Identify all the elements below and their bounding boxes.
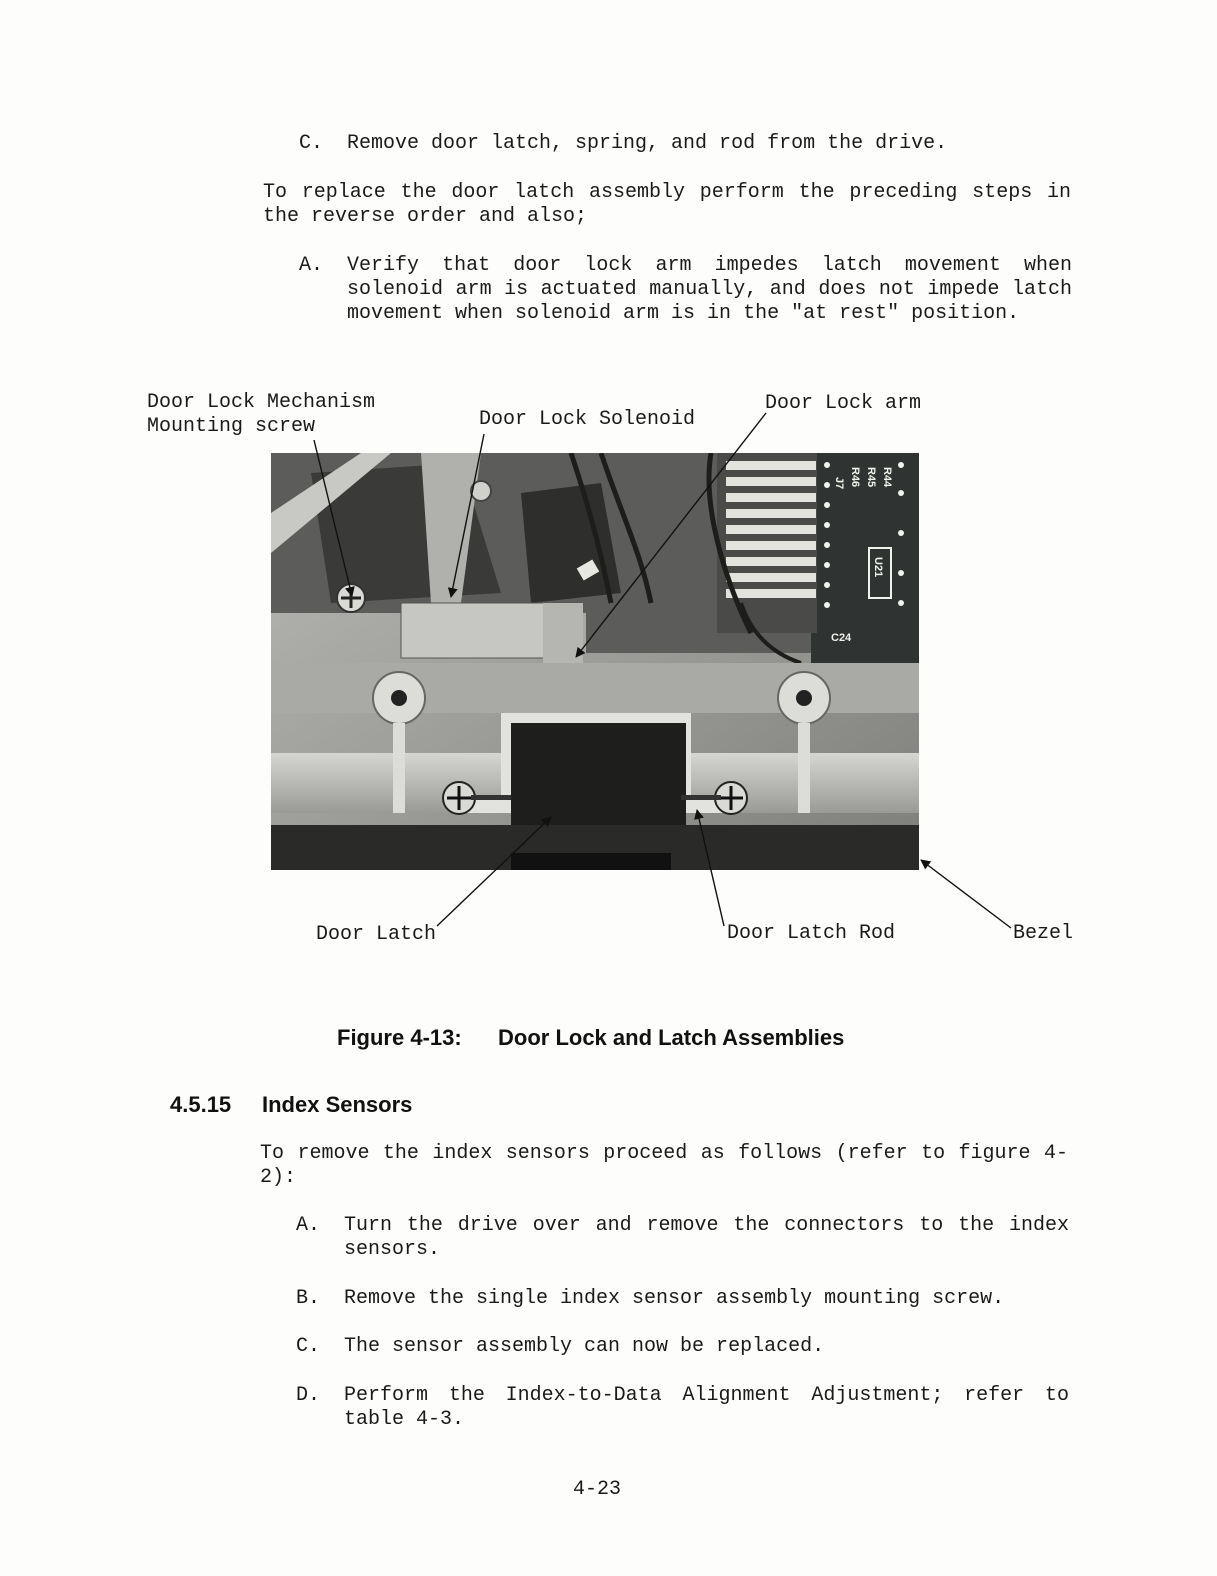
label-door-latch-rod: Door Latch Rod: [727, 922, 896, 945]
step-text: Turn the drive over and remove the connectors to the index sensors.: [344, 1214, 1069, 1261]
step-letter: C.: [299, 132, 324, 155]
pcb-mark-r44: R44: [881, 467, 893, 488]
step-letter: A.: [299, 254, 324, 277]
section-number: 4.5.15: [170, 1092, 232, 1117]
leader-bezel: [921, 860, 1011, 928]
figure-caption-title: Door Lock and Latch Assemblies: [498, 1025, 845, 1050]
pcb-mark-j7: J7: [833, 477, 845, 490]
label-door-lock-arm: Door Lock arm: [765, 392, 922, 415]
step-text: Verify that door lock arm impedes latch movement when solenoid arm is actuated manually, and does not impede latch movement when solenoid arm is in the "at rest" position.: [347, 254, 1072, 325]
ribbon-cable: [726, 461, 816, 598]
label-mounting-screw-line1: Door Lock Mechanism: [147, 391, 376, 414]
step-text: Remove the single index sensor assembly mounting screw.: [344, 1287, 1005, 1310]
label-door-latch: Door Latch: [316, 923, 437, 946]
section-intro-paragraph: To remove the index sensors proceed as follows (refer to figure 4-2):: [260, 1142, 1068, 1189]
pcb-mark-c24: C24: [831, 632, 852, 644]
figure-photo: [271, 453, 919, 870]
pcb-mark-r46: R46: [849, 467, 861, 488]
label-door-lock-solenoid: Door Lock Solenoid: [479, 408, 696, 431]
step-letter: A.: [296, 1214, 321, 1237]
pcb-mark-u21: U21: [872, 557, 884, 578]
label-bezel: Bezel: [1013, 922, 1074, 945]
step-letter: B.: [296, 1287, 321, 1310]
pcb-mark-r45: R45: [865, 467, 877, 488]
step-text: Perform the Index-to-Data Alignment Adjustment; refer to table 4-3.: [344, 1384, 1069, 1431]
step-letter: C.: [296, 1335, 321, 1358]
page-number: 4-23: [573, 1478, 622, 1501]
step-text: Remove door latch, spring, and rod from the drive.: [347, 132, 948, 155]
label-mounting-screw-line2: Mounting screw: [147, 415, 316, 438]
replace-intro-paragraph: To replace the door latch assembly perform the preceding steps in the reverse order and also;: [263, 181, 1071, 228]
figure-caption-number: Figure 4-13:: [337, 1025, 462, 1050]
section-title: Index Sensors: [262, 1092, 413, 1117]
mechanism-illustration: [271, 453, 919, 870]
step-letter: D.: [296, 1384, 321, 1407]
step-text: The sensor assembly can now be replaced.: [344, 1335, 825, 1358]
